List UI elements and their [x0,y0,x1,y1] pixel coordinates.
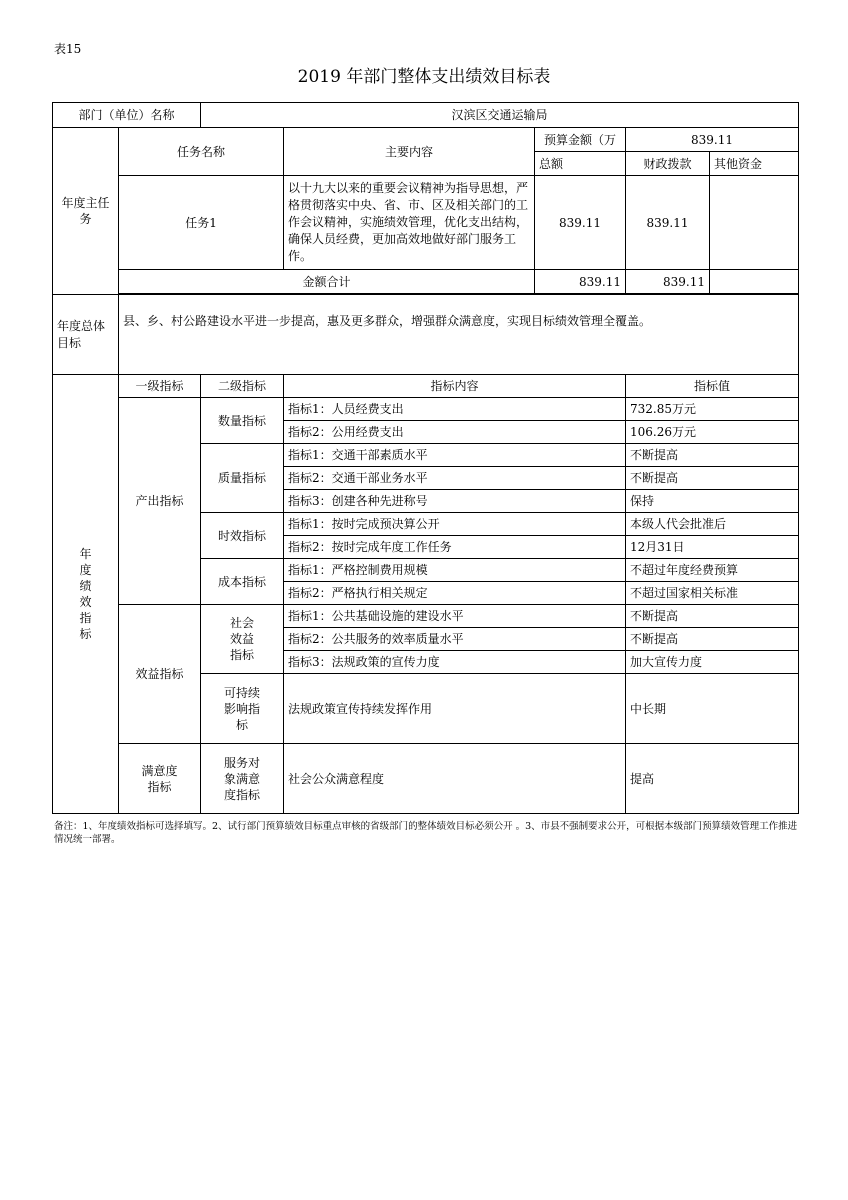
indicator-content: 指标2：按时完成年度工作任务 [284,536,626,559]
output-label: 产出指标 [119,398,201,605]
main-content-header: 主要内容 [284,128,535,176]
sum-finance: 839.11 [626,270,710,294]
quantity-label: 数量指标 [201,398,284,444]
indicator-content: 法规政策宣传持续发挥作用 [284,674,626,744]
perf-label: 年度绩效指标 [53,375,119,814]
budget-header: 预算金额（万 [535,128,626,152]
level1-header: 一级指标 [119,375,201,398]
dept-value: 汉滨区交通运输局 [201,103,799,128]
performance-table [52,102,799,814]
indicator-value: 732.85万元 [626,398,799,421]
cost-label: 成本指标 [201,559,284,605]
budget-header-value: 839.11 [626,128,799,152]
indicator-content: 指标2：交通干部业务水平 [284,467,626,490]
indicator-value: 提高 [626,744,799,814]
indicator-value: 不断提高 [626,628,799,651]
sustain-label: 可持续影响指标 [201,674,284,744]
task-name: 任务1 [119,176,284,270]
indicator-content: 社会公众满意程度 [284,744,626,814]
indicator-value: 不断提高 [626,444,799,467]
service-label: 服务对象满意度指标 [201,744,284,814]
task-total: 839.11 [535,176,626,270]
timeliness-label: 时效指标 [201,513,284,559]
sum-total: 839.11 [535,270,626,294]
task-name-header: 任务名称 [119,128,284,176]
overall-goal-label: 年度总体目标 [53,295,119,375]
footnote: 备注：1、年度绩效指标可选择填写。2、试行部门预算绩效目标重点审核的省级部门的整体绩效目标必须公开 。3、市县不强制要求公开，可根据本级部门预算绩效管理工作推进情况统一部署。 [54,821,798,845]
page-title: 2019 年部门整体支出绩效目标表 [297,67,551,87]
other-header: 其他资金 [710,152,799,176]
satisfaction-label: 满意度指标 [119,744,201,814]
quality-label: 质量指标 [201,444,284,513]
annual-task-label: 年度主任务 [53,128,119,295]
indicator-value: 中长期 [626,674,799,744]
benefit-label: 效益指标 [119,605,201,744]
indicator-content: 指标1：人员经费支出 [284,398,626,421]
indicator-content: 指标1：严格控制费用规模 [284,559,626,582]
indicator-content: 指标3：法规政策的宣传力度 [284,651,626,674]
table-tag: 表15 [54,42,82,56]
indicator-value: 12月31日 [626,536,799,559]
dept-label: 部门（单位）名称 [53,103,201,128]
overall-goal-text: 县、乡、村公路建设水平进一步提高，惠及更多群众，增强群众满意度，实现目标绩效管理全覆盖。 [119,295,799,375]
social-label: 社会效益指标 [201,605,284,674]
indicator-content: 指标1：交通干部素质水平 [284,444,626,467]
indicator-value: 不断提高 [626,605,799,628]
indicator-content: 指标1：公共基础设施的建设水平 [284,605,626,628]
finance-header: 财政拨款 [626,152,710,176]
sum-other [710,270,799,294]
total-header: 总额 [535,152,626,176]
task-finance: 839.11 [626,176,710,270]
indicator-content: 指标2：公用经费支出 [284,421,626,444]
value-header: 指标值 [626,375,799,398]
task-content: 以十九大以来的重要会议精神为指导思想，严格贯彻落实中央、省、市、区及相关部门的工作会议精神，实施绩效管理，优化支出结构，确保人员经费，更加高效地做好部门服务工作。 [284,176,535,270]
indicator-value: 不断提高 [626,467,799,490]
indicator-value: 不超过年度经费预算 [626,559,799,582]
indicator-value: 106.26万元 [626,421,799,444]
sum-label: 金额合计 [119,270,535,294]
indicator-value: 加大宣传力度 [626,651,799,674]
indicator-value: 本级人代会批准后 [626,513,799,536]
indicator-content: 指标1：按时完成预决算公开 [284,513,626,536]
indicator-content: 指标2：公共服务的效率质量水平 [284,628,626,651]
task-other [710,176,799,270]
indicator-content: 指标3：创建各种先进称号 [284,490,626,513]
content-header: 指标内容 [284,375,626,398]
level2-header: 二级指标 [201,375,284,398]
indicator-content: 指标2：严格执行相关规定 [284,582,626,605]
indicator-value: 不超过国家相关标准 [626,582,799,605]
indicator-value: 保持 [626,490,799,513]
